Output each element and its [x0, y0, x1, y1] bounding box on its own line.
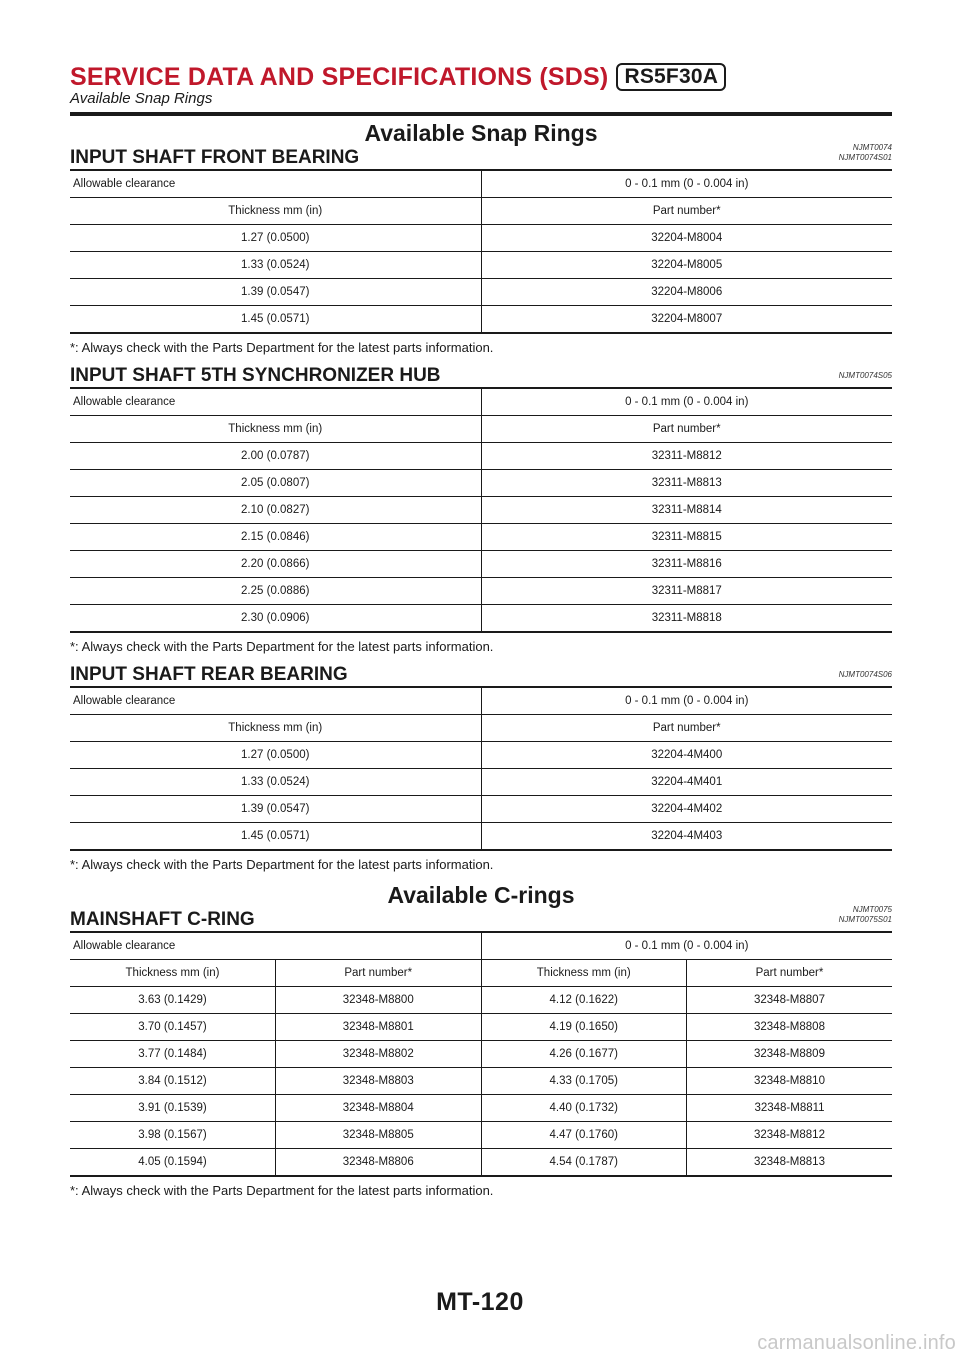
thickness-cell: 2.15 (0.0846): [70, 524, 481, 551]
thickness-cell: 4.26 (0.1677): [481, 1041, 687, 1068]
part-number-cell: 32348-M8801: [276, 1014, 482, 1041]
part-number-cell: 32348-M8806: [276, 1149, 482, 1177]
thickness-cell: 1.45 (0.0571): [70, 306, 481, 334]
part-number-cell: 32348-M8800: [276, 987, 482, 1014]
clearance-row: [70, 687, 892, 715]
subsection-title: INPUT SHAFT FRONT BEARING: [70, 147, 360, 168]
thickness-cell: 2.25 (0.0886): [70, 578, 481, 605]
subsection-title: INPUT SHAFT 5TH SYNCHRONIZER HUB: [70, 365, 441, 386]
table-row: [70, 225, 892, 252]
thickness-cell: 4.54 (0.1787): [481, 1149, 687, 1177]
clearance-value: 0 - 0.1 mm (0 - 0.004 in): [481, 687, 892, 715]
subsection-heading-front-bearing: [70, 147, 892, 169]
table-row: [70, 1041, 892, 1068]
table-row: [70, 470, 892, 497]
thickness-cell: 3.70 (0.1457): [70, 1014, 276, 1041]
clearance-value: 0 - 0.1 mm (0 - 0.004 in): [481, 170, 892, 198]
clearance-value: 0 - 0.1 mm (0 - 0.004 in): [481, 932, 892, 960]
thickness-cell: 3.98 (0.1567): [70, 1122, 276, 1149]
subsection-heading-synchronizer-hub: [70, 365, 892, 387]
table-row: [70, 551, 892, 578]
subsection-title: INPUT SHAFT REAR BEARING: [70, 664, 348, 685]
part-number-cell: 32348-M8813: [687, 1149, 893, 1177]
subsection-title: MAINSHAFT C-RING: [70, 909, 255, 930]
table-row: [70, 1095, 892, 1122]
rear-bearing-table: [70, 686, 892, 851]
header-row: [70, 960, 892, 987]
table-row: [70, 497, 892, 524]
thickness-cell: 3.63 (0.1429): [70, 987, 276, 1014]
part-number-cell: 32348-M8811: [687, 1095, 893, 1122]
table-row: [70, 823, 892, 851]
front-bearing-table: [70, 169, 892, 334]
header-row: [70, 715, 892, 742]
table-row: [70, 769, 892, 796]
page-header: [70, 62, 892, 92]
clearance-row: [70, 388, 892, 416]
header-subtitle: Available Snap Rings: [70, 90, 213, 107]
part-number-cell: 32204-4M403: [481, 823, 892, 851]
thickness-cell: 1.27 (0.0500): [70, 742, 481, 769]
thickness-cell: 4.40 (0.1732): [481, 1095, 687, 1122]
thickness-cell: 1.39 (0.0547): [70, 279, 481, 306]
col-header-thickness: Thickness mm (in): [70, 416, 481, 443]
parts-note: *: Always check with the Parts Department for the latest parts information.: [70, 340, 494, 355]
col-header-thickness: Thickness mm (in): [481, 960, 687, 987]
thickness-cell: 1.45 (0.0571): [70, 823, 481, 851]
parts-note: *: Always check with the Parts Department for the latest parts information.: [70, 857, 494, 872]
table-row: [70, 605, 892, 633]
table-row: [70, 252, 892, 279]
part-number-cell: 32204-M8004: [481, 225, 892, 252]
model-badge: RS5F30A: [616, 63, 726, 91]
clearance-label: Allowable clearance: [70, 388, 481, 416]
col-header-part-number: Part number*: [687, 960, 893, 987]
part-number-cell: 32348-M8805: [276, 1122, 482, 1149]
clearance-row: [70, 932, 892, 960]
section-title: Available Snap Rings: [364, 120, 598, 146]
table-row: [70, 796, 892, 823]
part-number-cell: 32311-M8812: [481, 443, 892, 470]
col-header-part-number: Part number*: [276, 960, 482, 987]
table-row: [70, 1068, 892, 1095]
col-header-thickness: Thickness mm (in): [70, 960, 276, 987]
col-header-thickness: Thickness mm (in): [70, 198, 481, 225]
part-number-cell: 32311-M8818: [481, 605, 892, 633]
c-ring-table: [70, 931, 892, 1177]
thickness-cell: 4.12 (0.1622): [481, 987, 687, 1014]
clearance-row: [70, 170, 892, 198]
parts-note: *: Always check with the Parts Department for the latest parts information.: [70, 639, 494, 654]
thickness-cell: 4.33 (0.1705): [481, 1068, 687, 1095]
part-number-cell: 32311-M8817: [481, 578, 892, 605]
part-number-cell: 32348-M8809: [687, 1041, 893, 1068]
thickness-cell: 3.77 (0.1484): [70, 1041, 276, 1068]
col-header-part-number: Part number*: [481, 416, 892, 443]
subsection-heading-mainshaft-c-ring: [70, 909, 892, 931]
thickness-cell: 1.33 (0.0524): [70, 252, 481, 279]
part-number-cell: 32204-4M401: [481, 769, 892, 796]
table-row: [70, 1122, 892, 1149]
table-row: [70, 1149, 892, 1177]
section-heading-snap-rings: [70, 120, 892, 152]
thickness-cell: 2.20 (0.0866): [70, 551, 481, 578]
parts-note: *: Always check with the Parts Department for the latest parts information.: [70, 1183, 494, 1198]
watermark: carmanualsonline.info: [757, 1332, 956, 1354]
col-header-part-number: Part number*: [481, 198, 892, 225]
synchronizer-hub-table: [70, 387, 892, 633]
thickness-cell: 2.10 (0.0827): [70, 497, 481, 524]
table-row: [70, 578, 892, 605]
clearance-value: 0 - 0.1 mm (0 - 0.004 in): [481, 388, 892, 416]
table-row: [70, 279, 892, 306]
header-rule: [70, 112, 892, 116]
thickness-cell: 1.33 (0.0524): [70, 769, 481, 796]
part-number-cell: 32311-M8814: [481, 497, 892, 524]
header-row: [70, 416, 892, 443]
part-number-cell: 32348-M8807: [687, 987, 893, 1014]
col-header-thickness: Thickness mm (in): [70, 715, 481, 742]
manual-page: [70, 62, 892, 1208]
table-row: [70, 306, 892, 334]
clearance-label: Allowable clearance: [70, 932, 481, 960]
thickness-cell: 3.84 (0.1512): [70, 1068, 276, 1095]
table-row: [70, 742, 892, 769]
section-ref-code: NJMT0074: [852, 143, 892, 152]
subsection-ref-code: NJMT0075S01: [838, 915, 892, 924]
subsection-ref-code: NJMT0074S05: [838, 371, 892, 380]
thickness-cell: 2.00 (0.0787): [70, 443, 481, 470]
part-number-cell: 32311-M8816: [481, 551, 892, 578]
section-heading-c-rings: [70, 882, 892, 914]
part-number-cell: 32204-4M402: [481, 796, 892, 823]
clearance-label: Allowable clearance: [70, 170, 481, 198]
part-number-cell: 32204-M8007: [481, 306, 892, 334]
thickness-cell: 3.91 (0.1539): [70, 1095, 276, 1122]
thickness-cell: 4.47 (0.1760): [481, 1122, 687, 1149]
clearance-label: Allowable clearance: [70, 687, 481, 715]
part-number-cell: 32348-M8802: [276, 1041, 482, 1068]
header-title: SERVICE DATA AND SPECIFICATIONS (SDS): [70, 63, 609, 91]
thickness-cell: 1.27 (0.0500): [70, 225, 481, 252]
part-number-cell: 32348-M8804: [276, 1095, 482, 1122]
section-ref-code: NJMT0075: [852, 905, 892, 914]
table-row: [70, 987, 892, 1014]
subsection-ref-code: NJMT0074S01: [838, 153, 892, 162]
thickness-cell: 2.30 (0.0906): [70, 605, 481, 633]
thickness-cell: 2.05 (0.0807): [70, 470, 481, 497]
table-row: [70, 1014, 892, 1041]
part-number-cell: 32348-M8812: [687, 1122, 893, 1149]
thickness-cell: 4.19 (0.1650): [481, 1014, 687, 1041]
header-row: [70, 198, 892, 225]
part-number-cell: 32348-M8810: [687, 1068, 893, 1095]
thickness-cell: 4.05 (0.1594): [70, 1149, 276, 1177]
page-number: MT-120: [436, 1288, 524, 1316]
part-number-cell: 32204-M8006: [481, 279, 892, 306]
col-header-part-number: Part number*: [481, 715, 892, 742]
subsection-ref-code: NJMT0074S06: [838, 670, 892, 679]
part-number-cell: 32204-4M400: [481, 742, 892, 769]
table-row: [70, 443, 892, 470]
subsection-heading-rear-bearing: [70, 664, 892, 686]
section-title: Available C-rings: [387, 882, 575, 908]
part-number-cell: 32348-M8803: [276, 1068, 482, 1095]
part-number-cell: 32311-M8813: [481, 470, 892, 497]
part-number-cell: 32204-M8005: [481, 252, 892, 279]
part-number-cell: 32348-M8808: [687, 1014, 893, 1041]
thickness-cell: 1.39 (0.0547): [70, 796, 481, 823]
part-number-cell: 32311-M8815: [481, 524, 892, 551]
table-row: [70, 524, 892, 551]
